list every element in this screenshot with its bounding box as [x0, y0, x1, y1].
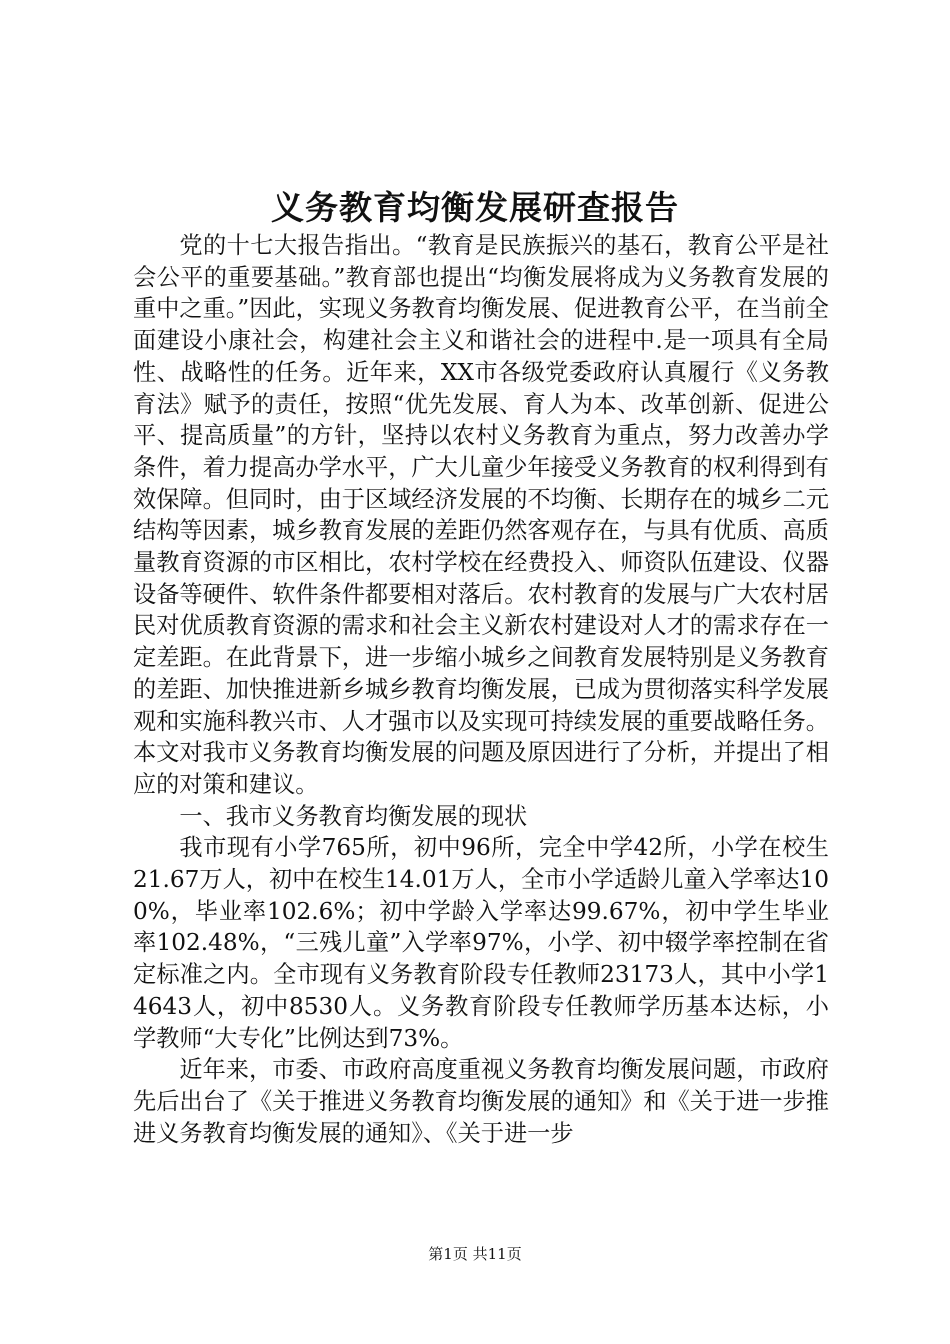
intro-paragraph: 党的十七大报告指出。“教育是民族振兴的基石，教育公平是社会公平的重要基础。”教育部也提出“均衡发展将成为义务教育发展的重中之重。”因此，实现义务教育均衡发展、促进教育公平，在当前全面建设小康社会，构建社会主义和谐社会的进程中.是一项具有全局性、战略性的任务。近年来，XX市各级党委政府认真履行《义务教育法》赋予的责任，按照“优先发展、育人为本、改革创新、促进公平、提高质量”的方针，坚持以农村义务教育为重点，努力改善办学条件，着力提高办学水平，广大儿童少年接受义务教育的权利得到有效保障。但同时，由于区域经济发展的不均衡、长期存在的城乡二元结构等因素，城乡教育发展的差距仍然客观存在，与具有优质、高质量教育资源的市区相比，农村学校在经费投入、师资队伍建设、仪器设备等硬件、软件条件都要相对落后。农村教育的发展与广大农村居民对优质教育资源的需求和社会主义新农村建设对人才的需求存在一定差距。在此背景下，进一步缩小城乡之间教育发展特别是义务教育的差距、加快推进新乡城乡教育均衡发展，已成为贯彻落实科学发展观和实施科教兴市、人才强市以及实现可持续发展的重要战略任务。本文对我市义务教育均衡发展的问题及原因进行了分析，并提出了相应的对策和建议。 — [133, 232, 829, 798]
page-number: 第1页 共11页 — [428, 1245, 522, 1263]
statistics-paragraph: 我市现有小学765所，初中96所，完全中学42所，小学在校生21.67万人，初中在校生14.01万人，全市小学适龄儿童入学率达100%，毕业率102.6%；初中学龄入学率达99.67%，初中学生毕业率102.48%，“三残儿童”入学率97%，小学、初中辍学率控制在省定标准之内。全市现有义务教育阶段专任教师23173人，其中小学14643人，初中8530人。义务教育阶段专任教师学历基本达标，小学教师“大专化”比例达到73%。 — [133, 834, 829, 1052]
document-body — [133, 230, 829, 1149]
section-heading: 一、我市义务教育均衡发展的现状 — [179, 802, 528, 830]
document-title: 义务教育均衡发展研查报告 — [271, 188, 679, 227]
policy-paragraph: 近年来，市委、市政府高度重视义务教育均衡发展问题，市政府先后出台了《关于推进义务教育均衡发展的通知》和《关于进一步推进义务教育均衡发展的通知》、《关于进一步 — [133, 1056, 829, 1147]
